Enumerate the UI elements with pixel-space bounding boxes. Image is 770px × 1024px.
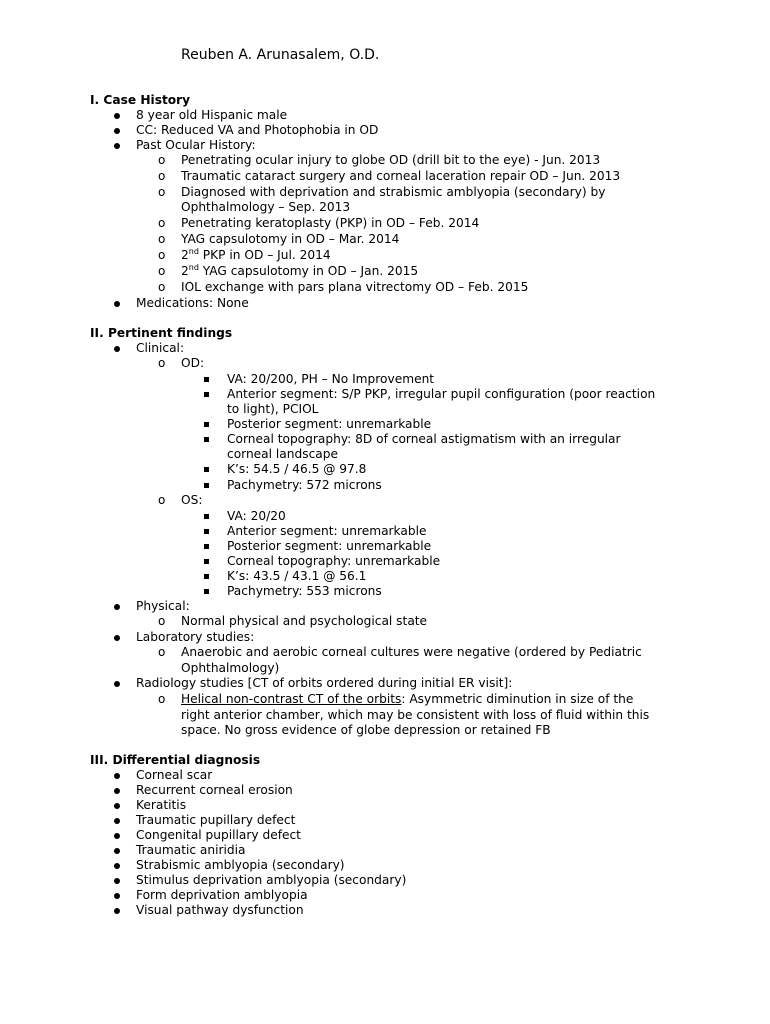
list-item-continuation: right anterior chamber, which may be consistent with loss of fluid within this [181, 708, 650, 722]
list-item: Form deprivation amblyopia [136, 888, 308, 902]
bullet-icon [114, 301, 120, 307]
list-item: Recurrent corneal erosion [136, 783, 293, 797]
bullet-icon [114, 863, 120, 869]
list-item: Anterior segment: unremarkable [227, 524, 427, 538]
list-item: OD: [181, 356, 205, 370]
circle-bullet-icon: o [158, 185, 166, 199]
square-bullet-icon [204, 529, 209, 534]
bullet-icon [114, 635, 120, 641]
ct-study-title: Helical non-contrast CT of the orbits [181, 692, 402, 706]
list-item: Diagnosed with deprivation and strabismic amblyopia (secondary) by [181, 185, 606, 199]
square-bullet-icon [204, 514, 209, 519]
pertinent-findings-heading: II. Pertinent findings [90, 326, 233, 340]
bullet-icon [114, 803, 120, 809]
list-item: Physical: [136, 599, 190, 613]
ordinal-number: 2 [181, 264, 189, 278]
square-bullet-icon [204, 467, 209, 472]
list-item-text: : Asymmetric diminution in size of the [401, 692, 634, 706]
circle-bullet-icon: o [158, 493, 166, 507]
square-bullet-icon [204, 574, 209, 579]
circle-bullet-icon: o [158, 248, 166, 262]
bullet-icon [114, 773, 120, 779]
author-name: Reuben A. Arunasalem, O.D. [181, 47, 380, 63]
differential-heading: III. Differential diagnosis [90, 753, 261, 767]
bullet-icon [114, 893, 120, 899]
list-item: VA: 20/200, PH – No Improvement [227, 372, 435, 386]
list-item: Strabismic amblyopia (secondary) [136, 858, 345, 872]
list-item: Keratitis [136, 798, 187, 812]
list-item: Pachymetry: 553 microns [227, 584, 382, 598]
bullet-icon [114, 818, 120, 824]
bullet-icon [114, 878, 120, 884]
list-item: Traumatic aniridia [136, 843, 246, 857]
list-item: CC: Reduced VA and Photophobia in OD [136, 123, 379, 137]
list-item: Traumatic pupillary defect [136, 813, 296, 827]
list-item: VA: 20/20 [227, 509, 286, 523]
list-item-continuation: to light), PCIOL [227, 402, 319, 416]
list-item: Stimulus deprivation amblyopia (secondary) [136, 873, 407, 887]
circle-bullet-icon: o [158, 280, 166, 294]
bullet-icon [114, 788, 120, 794]
list-item: IOL exchange with pars plana vitrectomy OD – Feb. 2015 [181, 280, 529, 294]
bullet-icon [114, 681, 120, 687]
bullet-icon [114, 908, 120, 914]
ordinal-suffix: nd [188, 263, 199, 272]
circle-bullet-icon: o [158, 356, 166, 370]
list-item-text: PKP in OD – Jul. 2014 [198, 248, 331, 262]
list-item: Pachymetry: 572 microns [227, 478, 382, 492]
square-bullet-icon [204, 437, 209, 442]
circle-bullet-icon: o [158, 692, 166, 706]
square-bullet-icon [204, 392, 209, 397]
list-item [181, 692, 633, 707]
list-item-text: YAG capsulotomy in OD – Jan. 2015 [198, 264, 419, 278]
list-item: Laboratory studies: [136, 630, 255, 644]
list-item: K’s: 54.5 / 46.5 @ 97.8 [227, 462, 367, 476]
circle-bullet-icon: o [158, 232, 166, 246]
list-item: Past Ocular History: [136, 138, 256, 152]
list-item: Penetrating keratoplasty (PKP) in OD – Feb. 2014 [181, 216, 480, 230]
bullet-icon [114, 128, 120, 134]
list-item [181, 248, 331, 263]
circle-bullet-icon: o [158, 645, 166, 659]
square-bullet-icon [204, 377, 209, 382]
list-item: YAG capsulotomy in OD – Mar. 2014 [181, 232, 400, 246]
list-item: Medications: None [136, 296, 249, 310]
list-item: Visual pathway dysfunction [136, 903, 304, 917]
list-item: Corneal scar [136, 768, 213, 782]
circle-bullet-icon: o [158, 153, 166, 167]
bullet-icon [114, 604, 120, 610]
list-item: Clinical: [136, 341, 185, 355]
list-item: Posterior segment: unremarkable [227, 539, 432, 553]
list-item: OS: [181, 493, 203, 507]
list-item: K’s: 43.5 / 43.1 @ 56.1 [227, 569, 367, 583]
square-bullet-icon [204, 422, 209, 427]
list-item-continuation: space. No gross evidence of globe depression or retained FB [181, 723, 551, 737]
circle-bullet-icon: o [158, 169, 166, 183]
list-item: Anaerobic and aerobic corneal cultures were negative (ordered by Pediatric [181, 645, 642, 659]
bullet-icon [114, 143, 120, 149]
ordinal-suffix: nd [188, 247, 199, 256]
case-history-heading: I. Case History [90, 93, 191, 107]
list-item-continuation: corneal landscape [227, 447, 338, 461]
bullet-icon [114, 848, 120, 854]
list-item [181, 264, 418, 279]
square-bullet-icon [204, 544, 209, 549]
list-item: Radiology studies [CT of orbits ordered during initial ER visit]: [136, 676, 513, 690]
square-bullet-icon [204, 589, 209, 594]
circle-bullet-icon: o [158, 264, 166, 278]
list-item-continuation: Ophthalmology) [181, 661, 280, 675]
circle-bullet-icon: o [158, 614, 166, 628]
bullet-icon [114, 346, 120, 352]
ordinal-number: 2 [181, 248, 189, 262]
bullet-icon [114, 833, 120, 839]
list-item: Congenital pupillary defect [136, 828, 301, 842]
list-item: Anterior segment: S/P PKP, irregular pupil configuration (poor reaction [227, 387, 656, 401]
list-item: 8 year old Hispanic male [136, 108, 288, 122]
list-item: Corneal topography: 8D of corneal astigmatism with an irregular [227, 432, 621, 446]
list-item: Corneal topography: unremarkable [227, 554, 441, 568]
square-bullet-icon [204, 559, 209, 564]
list-item: Posterior segment: unremarkable [227, 417, 432, 431]
circle-bullet-icon: o [158, 216, 166, 230]
square-bullet-icon [204, 483, 209, 488]
list-item: Traumatic cataract surgery and corneal laceration repair OD – Jun. 2013 [181, 169, 621, 183]
list-item: Penetrating ocular injury to globe OD (drill bit to the eye) - Jun. 2013 [181, 153, 601, 167]
bullet-icon [114, 113, 120, 119]
list-item: Normal physical and psychological state [181, 614, 428, 628]
list-item-continuation: Ophthalmology – Sep. 2013 [181, 200, 351, 214]
